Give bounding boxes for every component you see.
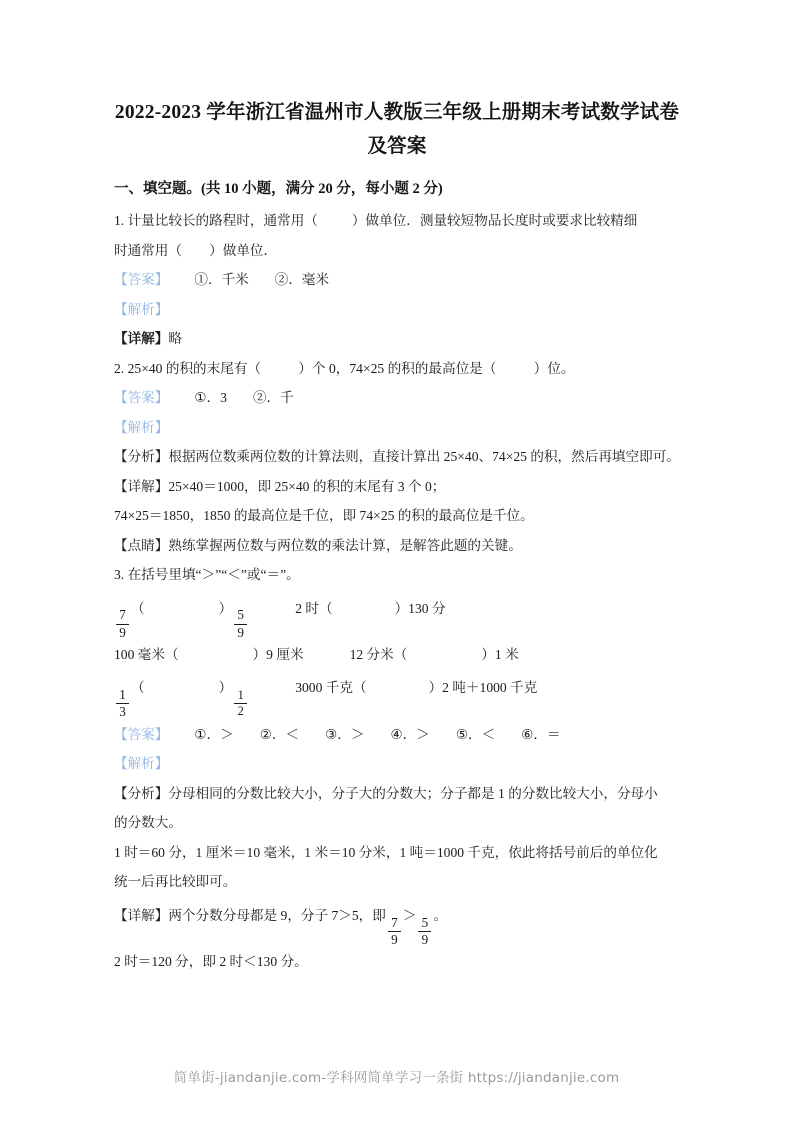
document-content bbox=[114, 96, 680, 977]
fraction-seven-ninths: $\frac{7}{9}$ bbox=[116, 608, 129, 640]
paren-open: （ bbox=[131, 600, 145, 616]
fraction-five-ninths-detail: $\frac{5}{9}$ bbox=[418, 916, 431, 948]
question-3-answer-2: ②．＜ bbox=[259, 726, 300, 742]
question-2-analyze-text: 【分析】根据两位数乘两位数的计算法则，直接计算出 25×40、74×25 的积，然后再填空即可。 bbox=[114, 449, 680, 464]
fraction-five-ninths: $\frac{5}{9}$ bbox=[234, 608, 247, 640]
question-3-detail-prefix: 【详解】两个分数分母都是 9，分子 7＞5，即 bbox=[114, 907, 386, 923]
question-3-answer-row bbox=[114, 720, 680, 750]
answer-label: 【答案】 bbox=[114, 726, 169, 742]
question-3-analyze-line-1: 【分析】分母相同的分数比较大小，分子大的分数大；分子都是 1 的分数比较大小，分母小 bbox=[114, 785, 658, 801]
question-3-answer-3: ③．＞ bbox=[325, 726, 365, 742]
question-3-compare-row-3 bbox=[114, 669, 680, 719]
question-3-analyze-line-2: 的分数大。 bbox=[114, 815, 182, 831]
question-3-analyze-line-3: 1 时＝60 分，1 厘米＝10 毫米，1 米＝10 分米，1 吨＝1000 千克，依此将括号前后的单位化 bbox=[114, 844, 658, 860]
question-2-answer-row bbox=[114, 383, 680, 413]
question-2-answer-2: ②．千 bbox=[252, 390, 294, 405]
fraction-one-third: $\frac{1}{3}$ bbox=[116, 688, 129, 720]
compare-pair-6-left: 3000 千克（ bbox=[295, 680, 367, 696]
analysis-label: 【解析】 bbox=[114, 756, 169, 772]
question-block-1 bbox=[114, 206, 680, 354]
question-2-answer-1: ①．3 bbox=[194, 390, 227, 405]
question-1-detail-text: 略 bbox=[168, 331, 182, 346]
question-3-detail-line-1 bbox=[114, 897, 680, 947]
question-3-analysis-row bbox=[114, 749, 680, 779]
fraction-one-half: $\frac{1}{2}$ bbox=[234, 689, 247, 719]
question-3-detail-line-2: 2 时＝120 分，即 2 时＜130 分。 bbox=[114, 954, 308, 970]
question-3-answer-4: ④．＞ bbox=[390, 726, 430, 742]
compare-pair-2-right: ）130 分 bbox=[394, 600, 446, 616]
question-1-analysis-row bbox=[114, 295, 680, 325]
question-3-analyze-line-4: 统一后再比较即可。 bbox=[114, 874, 237, 890]
answer-label: 【答案】 bbox=[114, 272, 169, 287]
fraction-seven-ninths-detail: $\frac{7}{9}$ bbox=[388, 916, 401, 948]
question-1-answer-1: ①．千米 bbox=[194, 272, 249, 287]
compare-pair-6-right: ）2 吨＋1000 千克 bbox=[428, 680, 538, 696]
compare-4-right: ）1 米 bbox=[481, 646, 519, 662]
compare-operator: ＞ bbox=[402, 907, 417, 923]
question-2-detail-text-2: 74×25＝1850，1850 的最高位是千位，即 74×25 的积的最高位是千位。 bbox=[114, 508, 534, 523]
compare-pair-2-left: 2 时（ bbox=[295, 600, 333, 616]
section-heading: 一、填空题。(共 10 小题，满分 20 分，每小题 2 分) bbox=[114, 181, 443, 197]
question-block-3 bbox=[114, 560, 680, 977]
compare-3-mid: ）9 厘米 bbox=[252, 646, 304, 662]
question-2-detail-text-1: 【详解】25×40＝1000，即 25×40 的积的末尾有 3 个 0； bbox=[114, 478, 446, 494]
question-3-answer-6: ⑥．＝ bbox=[521, 726, 561, 742]
question-1-answer-2: ②．毫米 bbox=[274, 272, 330, 287]
question-3-answer-1: ①．＞ bbox=[194, 726, 234, 742]
question-3-compare-row-2 bbox=[114, 640, 680, 670]
footer-watermark: 简单街-jiandanjie.com-学科网简单学习一条街 https://jiandanjie.com bbox=[173, 1070, 620, 1086]
question-3-stem: 3. 在括号里填“＞”“＜”或“＝”。 bbox=[114, 567, 300, 582]
analysis-label: 【解析】 bbox=[114, 419, 169, 435]
question-3-detail-suffix: 。 bbox=[433, 907, 448, 923]
question-block-2 bbox=[114, 354, 680, 561]
question-2-analysis-row bbox=[114, 413, 680, 443]
analysis-label: 【解析】 bbox=[114, 301, 169, 317]
question-2-stem: 2. 25×40 的积的末尾有（ ）个 0，74×25 的积的最高位是（ ）位。 bbox=[114, 360, 575, 376]
compare-3-left: 100 毫米（ bbox=[114, 646, 179, 662]
question-2-key-point-text: 【点睛】熟练掌握两位数与两位数的乘法计算，是解答此题的关键。 bbox=[114, 537, 522, 553]
detail-label: 【详解】 bbox=[114, 331, 169, 346]
question-3-answer-5: ⑤．＜ bbox=[455, 726, 496, 742]
page-title: 2022-2023 学年浙江省温州市人教版三年级上册期末考试数学试卷及答案 bbox=[114, 102, 680, 157]
paren-close: ） bbox=[218, 680, 233, 696]
answer-label: 【答案】 bbox=[114, 390, 169, 405]
question-3-compare-row-1 bbox=[114, 590, 680, 640]
paren-close: ） bbox=[218, 600, 233, 616]
compare-4-left: 12 分米（ bbox=[349, 646, 408, 662]
question-1-stem-line-2: 时通常用（ ）做单位． bbox=[114, 242, 278, 258]
paren-open: （ bbox=[131, 680, 145, 696]
question-1-answer-row bbox=[114, 265, 680, 295]
question-1-detail-row bbox=[114, 324, 680, 354]
question-1-stem-line-1: 1. 计量比较长的路程时，通常用（ ）做单位．测量较短物品长度时或要求比较精细 bbox=[114, 213, 638, 228]
